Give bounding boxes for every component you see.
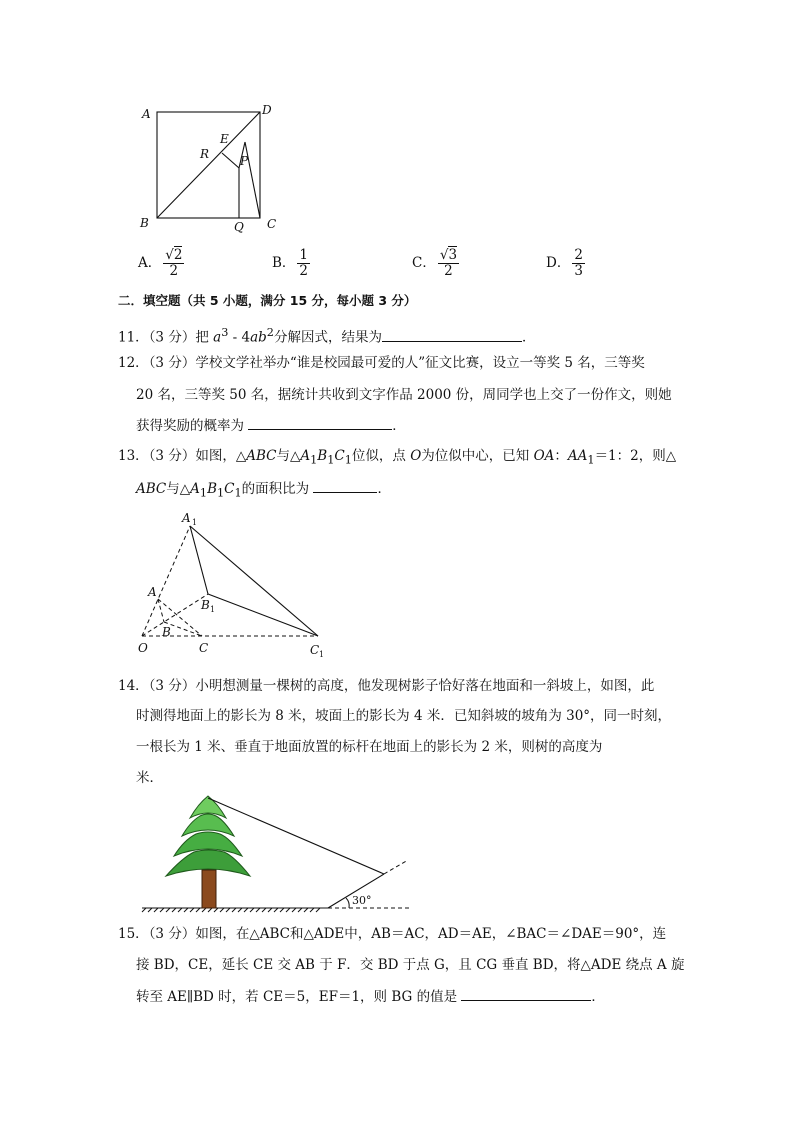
q12-end: ． (392, 418, 406, 434)
q13-abc-2: ABC (136, 481, 167, 497)
label-a: A (148, 585, 157, 599)
q13-oa: OA (533, 448, 555, 464)
option-b-num: 1 (299, 247, 309, 263)
label-o: O (138, 641, 148, 655)
label-c: C (199, 641, 209, 655)
q13-text-4: 为位似中心，已知 (421, 448, 534, 464)
q13-end: ． (377, 481, 391, 497)
q13-sub-c: 1 (344, 453, 352, 467)
label-c1: C (310, 643, 320, 657)
q15-line-1: 如图，在△ABC和△ADE中，AB＝AC，AD＝AE，∠BAC＝∠DAE＝90°，连 (195, 926, 667, 942)
label-c1-sub: 1 (319, 650, 325, 659)
q12-line-1: 学校文学社举办“谁是校园最可爱的人”征文比赛，设立一等奖 5 名，三等奖 (195, 355, 645, 371)
option-c-den: 2 (444, 263, 453, 279)
option-d-den: 3 (574, 263, 583, 279)
q11-exp-3: 3 (221, 326, 229, 339)
label-d: D (262, 103, 272, 117)
q13-b1-2: B (207, 481, 217, 497)
q15-line-2: 接 BD，CE，延长 CE 交 AB 于 F．交 BD 于点 G，且 CG 垂直 BD，将△ADE 绕点 A 旋 (136, 957, 685, 973)
q13-score: （3 分） (148, 448, 196, 464)
q12-number: 12． (118, 355, 149, 371)
q13-abc: ABC (246, 448, 277, 464)
q15-line-3-row (136, 986, 696, 1007)
option-b-label: B． (272, 255, 296, 271)
edge-ab (158, 599, 164, 622)
q14-line-2: 时测得地面上的影长为 8 米，坡面上的影长为 4 米．已知斜坡的坡角为 30°，同一时刻， (136, 708, 672, 724)
q13-a1: A (300, 448, 311, 464)
q13-text-3: 位似，点 (351, 448, 411, 464)
option-b[interactable] (272, 248, 310, 279)
question-14 (118, 676, 678, 696)
q13-sub-a: 1 (310, 453, 318, 467)
q11-text-1: 把 (195, 329, 214, 346)
q11-var-ab: ab (250, 329, 267, 346)
segment-rp (222, 153, 239, 168)
label-b1: B (201, 598, 210, 612)
q12-score: （3 分） (148, 355, 196, 371)
label-p: P (240, 154, 249, 168)
option-b-den: 2 (299, 263, 309, 279)
question-12 (118, 353, 678, 373)
tree-slope-figure (138, 790, 418, 920)
q13-o: O (410, 448, 422, 464)
q11-end: ． (521, 329, 536, 346)
section-heading: 二．填空题（共 5 小题，满分 15 分，每小题 3 分） (118, 293, 417, 308)
label-b: B (162, 625, 171, 639)
label-b: B (140, 216, 149, 230)
q13-c1-2: C (224, 481, 235, 497)
label-e: E (220, 132, 229, 146)
q13-a1-2: A (190, 481, 200, 497)
option-a-label: A． (138, 255, 162, 271)
q11-score: （3 分） (148, 329, 196, 346)
q14-number: 14． (118, 678, 149, 694)
q13-number: 13． (118, 448, 149, 464)
q13-aa: AA (567, 448, 588, 464)
q15-line-3: 转至 AE∥BD 时，若 CE＝5，EF＝1，则 BG 的值是 (136, 989, 462, 1005)
q12-line-3-row (136, 415, 696, 436)
label-a1: A (182, 511, 191, 525)
q12-answer-blank[interactable] (248, 415, 392, 430)
option-d-label: D． (546, 255, 571, 271)
q13-line-2 (136, 478, 696, 504)
question-13 (118, 446, 678, 471)
q11-text-3: 分解因式，结果为 (273, 329, 382, 346)
option-d-fraction (572, 248, 585, 279)
q13-sub-b: 1 (327, 453, 335, 467)
ray-ob1 (142, 594, 208, 636)
edge-a1b1 (190, 526, 208, 594)
q13-text-7: 与△ (166, 481, 191, 497)
label-q: Q (234, 220, 244, 234)
q13-text-1: 如图，△ (195, 448, 247, 464)
q15-score: （3 分） (148, 926, 196, 942)
q13-text-2: 与△ (276, 448, 301, 464)
question-11 (118, 323, 678, 348)
q12-line-3: 获得奖励的概率为 (136, 418, 249, 434)
option-a[interactable] (138, 248, 184, 279)
q13-text-6: ＝1：2，则△ (594, 448, 677, 464)
option-b-fraction (297, 248, 310, 279)
q15-answer-blank[interactable] (461, 986, 591, 1001)
option-a-fraction: $\frac{√2}{2}$ (165, 247, 183, 279)
ground-hatch (142, 908, 328, 912)
option-d[interactable] (546, 248, 585, 279)
q11-text-2: - 4 (228, 329, 251, 346)
q12-line-2: 20 名，三等奖 50 名，据统计共收到文字作品 2000 份，周同学也上交了一份作文，则她 (136, 387, 672, 403)
q11-number: 11． (118, 329, 149, 346)
q13-c1: C (334, 448, 345, 464)
edge-a1c1 (190, 526, 318, 636)
q14-line-1: 小明想测量一棵树的高度，他发现树影子恰好落在地面和一斜坡上，如图，此 (195, 678, 655, 694)
q13-answer-blank[interactable] (313, 478, 377, 493)
label-a1-sub: 1 (192, 518, 198, 527)
option-a-radicand: 2 (173, 247, 183, 263)
label-c: C (267, 217, 277, 231)
q11-answer-blank[interactable] (382, 327, 522, 342)
label-a: A (142, 107, 151, 121)
ray-oa1 (142, 526, 190, 636)
angle-label: 30° (352, 894, 372, 907)
q13-text-5: ： (554, 448, 568, 464)
tree-icon (166, 796, 250, 908)
label-b1-sub: 1 (210, 605, 216, 614)
similar-triangles-figure (130, 506, 340, 666)
q14-line-4: 米． (136, 770, 163, 786)
q11-var-a: a (213, 329, 222, 346)
q13-text-8: 的面积比为 (241, 481, 314, 497)
label-r: R (200, 147, 210, 161)
angle-arc (346, 898, 349, 908)
q13-sub-b2: 1 (216, 486, 225, 500)
q13-sub-c2: 1 (234, 486, 242, 500)
option-a-den: 2 (169, 263, 179, 279)
square-figure (130, 98, 290, 238)
slope-extension (384, 860, 408, 874)
option-c[interactable] (412, 248, 459, 279)
option-d-num: 2 (574, 247, 583, 263)
q11-exp-2: 2 (266, 326, 274, 339)
option-c-fraction: $\frac{√3}{2}$ (439, 247, 458, 279)
q14-line-3: 一根长为 1 米、垂直于地面放置的标杆在地面上的影长为 2 米，则树的高度为 (136, 739, 603, 755)
q13-sub-a2: 1 (199, 486, 208, 500)
q14-score: （3 分） (148, 678, 196, 694)
q13-b1: B (317, 448, 328, 464)
edge-b1c1 (208, 594, 318, 636)
q15-end: ． (591, 989, 605, 1005)
option-c-radicand: 3 (448, 247, 458, 263)
question-15 (118, 924, 678, 944)
q15-number: 15． (118, 926, 149, 942)
option-c-label: C． (412, 255, 436, 271)
q13-sub-aa: 1 (587, 453, 595, 467)
